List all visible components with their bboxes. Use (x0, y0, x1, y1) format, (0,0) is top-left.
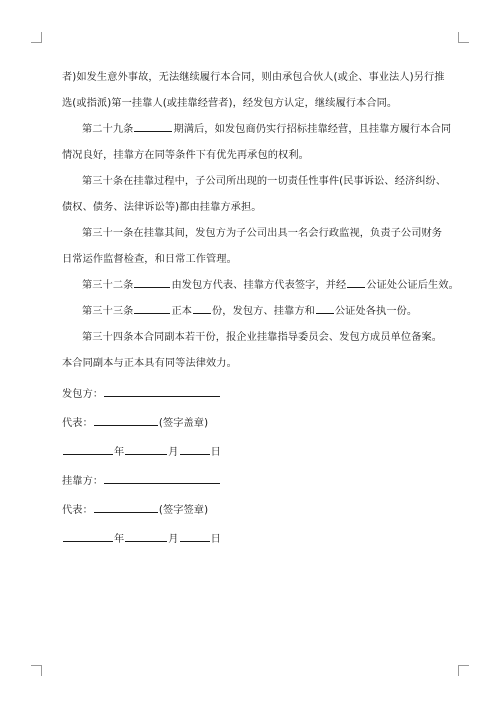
date2-day-blank (180, 529, 210, 542)
rep2-signature-row (62, 499, 442, 522)
date2-year-blank (63, 529, 113, 542)
date1-month: 月 (168, 447, 179, 458)
employer-signature-row (62, 383, 442, 406)
article-32-text-end: 公证处公证后生效。 (366, 280, 459, 291)
date1-day: 日 (210, 447, 221, 458)
rep1-label: 代表： (62, 418, 93, 429)
rep2-signature-blank (94, 500, 158, 513)
paragraph-continuation-line-2: 选(或指派)第一挂靠人(或挂靠经营者)，经发包方认定，继续履行本合同。 (62, 98, 398, 109)
date1-year-blank (63, 442, 113, 455)
rep1-signature-row (62, 412, 442, 435)
employer-label: 发包方： (62, 389, 104, 400)
article-31-line-1: 第三十一条在挂靠其间，发包方为子公司出具一名会行政监视，负责子公司财务 (82, 228, 443, 239)
article-29-text: 期满后，如发包商仍实行招标挂靠经营，且挂靠方履行本合同 (173, 124, 452, 135)
article-33 (62, 300, 442, 323)
article-30-line-2: 债权、债务、法律诉讼等)都由挂靠方承担。 (62, 202, 262, 213)
article-32-text: 由发包方代表、挂靠方代表签字，并经 (171, 280, 347, 291)
fill-blank (347, 275, 365, 288)
contractor-signature-row (62, 470, 442, 493)
article-30-line-1: 第三十条在挂靠过程中，子公司所出现的一切责任性事件(民事诉讼、经济纠纷、 (82, 176, 447, 187)
contractor-signature-blank (104, 471, 220, 484)
date2-year: 年 (114, 534, 125, 545)
date1-year: 年 (114, 447, 125, 458)
fill-blank (134, 119, 172, 132)
paragraph-continuation-line-1: 者)如发生意外事故，无法继续履行本合同，则由承包合伙人(或企、事业法人)另行推 (62, 72, 445, 83)
article-34: 第三十四条本合同副本若干份，报企业挂靠指导委员会、发包方成员单位备案。 (82, 332, 443, 343)
date1-day-blank (180, 442, 210, 455)
validity-statement: 本合同副本与正本具有同等法律效力。 (62, 358, 237, 369)
date1-month-blank (125, 442, 167, 455)
crop-mark-top-right (458, 32, 469, 43)
article-31-line-2: 日常运作监督检查，和日常工作管理。 (62, 254, 237, 265)
article-33-text-end: 公证处各执一份。 (334, 306, 418, 317)
fill-blank (193, 301, 211, 314)
crop-mark-bottom-left (31, 665, 42, 676)
article-32 (62, 274, 459, 297)
rep2-suffix: (签字签章) (158, 505, 209, 516)
date2-month: 月 (168, 534, 179, 545)
article-33-original: 正本 (171, 306, 193, 317)
rep1-signature-blank (94, 413, 158, 426)
article-33-text: 份，发包方、挂靠方和 (212, 306, 315, 317)
rep2-label: 代表： (62, 505, 93, 516)
date2-row (62, 528, 442, 551)
rep1-suffix: (签字盖章) (158, 418, 209, 429)
date1-row (62, 441, 442, 464)
fill-blank (134, 301, 170, 314)
date2-month-blank (125, 529, 167, 542)
document-body (62, 66, 459, 557)
article-29-line-2: 情况良好，挂靠方在同等条件下有优先再承包的权利。 (62, 150, 309, 161)
article-29-number: 第二十九条 (82, 124, 134, 135)
article-32-number: 第三十二条 (82, 280, 134, 291)
date2-day: 日 (210, 534, 221, 545)
article-29 (62, 118, 452, 141)
employer-signature-blank (104, 384, 220, 397)
fill-blank (316, 301, 334, 314)
fill-blank (134, 275, 170, 288)
article-33-number: 第三十三条 (82, 306, 134, 317)
crop-mark-top-left (31, 32, 42, 43)
crop-mark-bottom-right (458, 665, 469, 676)
contractor-label: 挂靠方： (62, 476, 104, 487)
